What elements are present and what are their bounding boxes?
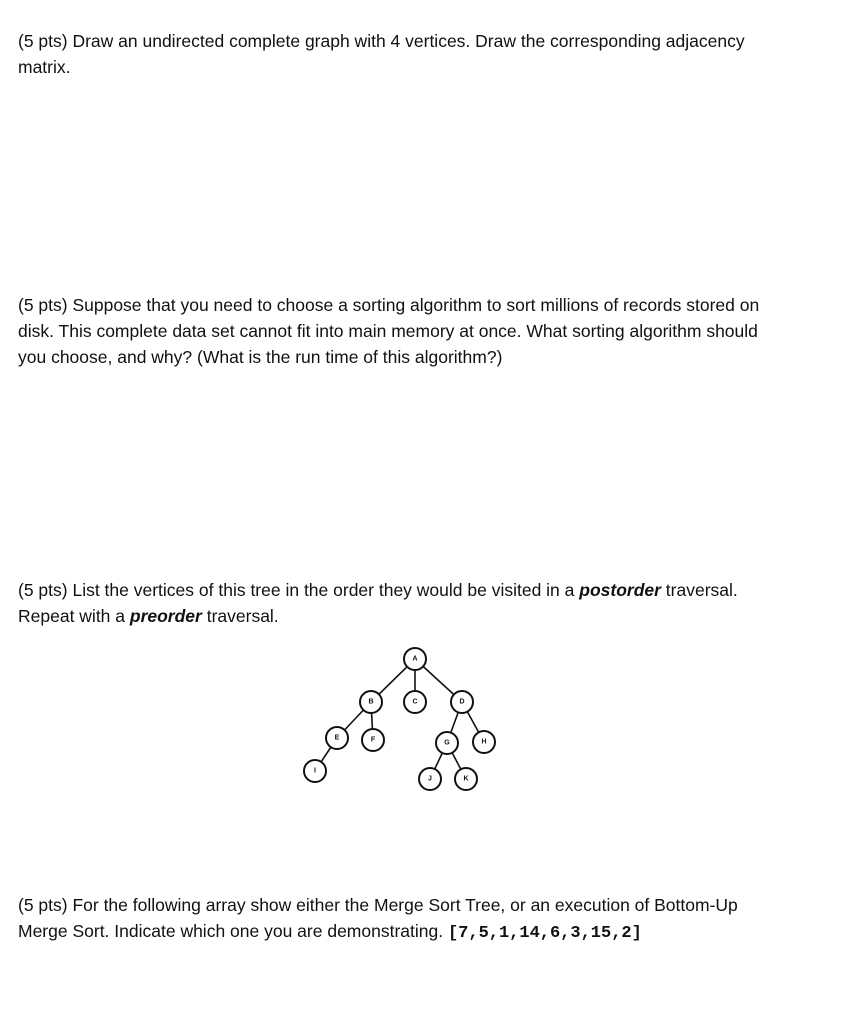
question-3-line-1-text: (5 pts) List the vertices of this tree in the order they would be visited in a — [18, 580, 580, 600]
preorder-emphasis: preorder — [129, 606, 202, 626]
question-4-line-2 — [18, 918, 818, 947]
question-4-line-1: (5 pts) For the following array show either the Merge Sort Tree, or an execution of Bottom-Up — [18, 895, 738, 915]
tree-node-i — [304, 760, 326, 782]
tree-node-j — [419, 768, 441, 790]
question-1-line-1: (5 pts) Draw an undirected complete graph with 4 vertices. Draw the corresponding adjacency — [18, 31, 745, 51]
tree-edges — [315, 659, 487, 779]
tree-node-label: I — [314, 767, 316, 775]
question-2-line-2: disk. This complete data set cannot fit into main memory at once. What sorting algorithm should — [18, 321, 758, 341]
tree-node-c — [404, 691, 426, 713]
tree-node-g — [436, 732, 458, 754]
tree-node-label: K — [463, 775, 469, 783]
question-3-line-1-end: traversal. — [660, 580, 738, 600]
array-literal: [7,5,1,14,6,3,15,2] — [447, 924, 642, 943]
question-4-line-2-text: Merge Sort. Indicate which one you are demonstrating. — [18, 921, 448, 941]
tree-node-h — [473, 731, 495, 753]
tree-node-label: D — [459, 698, 465, 706]
tree-node-d — [451, 691, 473, 713]
postorder-emphasis: postorder — [579, 580, 661, 600]
tree-node-k — [455, 768, 477, 790]
tree-node-label: G — [444, 739, 450, 747]
tree-node-label: A — [412, 655, 418, 663]
question-1-line-2: matrix. — [18, 57, 71, 77]
tree-node-label: B — [368, 698, 374, 706]
tree-node-f — [362, 729, 384, 751]
tree-node-label: E — [334, 734, 340, 742]
tree-node-e — [326, 727, 348, 749]
tree-node-label: J — [428, 775, 432, 783]
question-3-line-2-end: traversal. — [201, 606, 279, 626]
question-3-line-2-text: Repeat with a — [18, 606, 130, 626]
tree-node-b — [360, 691, 382, 713]
question-4 — [18, 892, 818, 947]
tree-node-label: C — [412, 698, 418, 706]
tree-nodes — [304, 648, 495, 790]
tree-node-label: F — [370, 736, 376, 744]
question-2-line-1: (5 pts) Suppose that you need to choose a sorting algorithm to sort millions of records stored on — [18, 295, 760, 315]
tree-node-a — [404, 648, 426, 670]
tree-node-label: H — [481, 738, 487, 746]
question-2-line-3: you choose, and why? (What is the run time of this algorithm?) — [18, 347, 503, 367]
